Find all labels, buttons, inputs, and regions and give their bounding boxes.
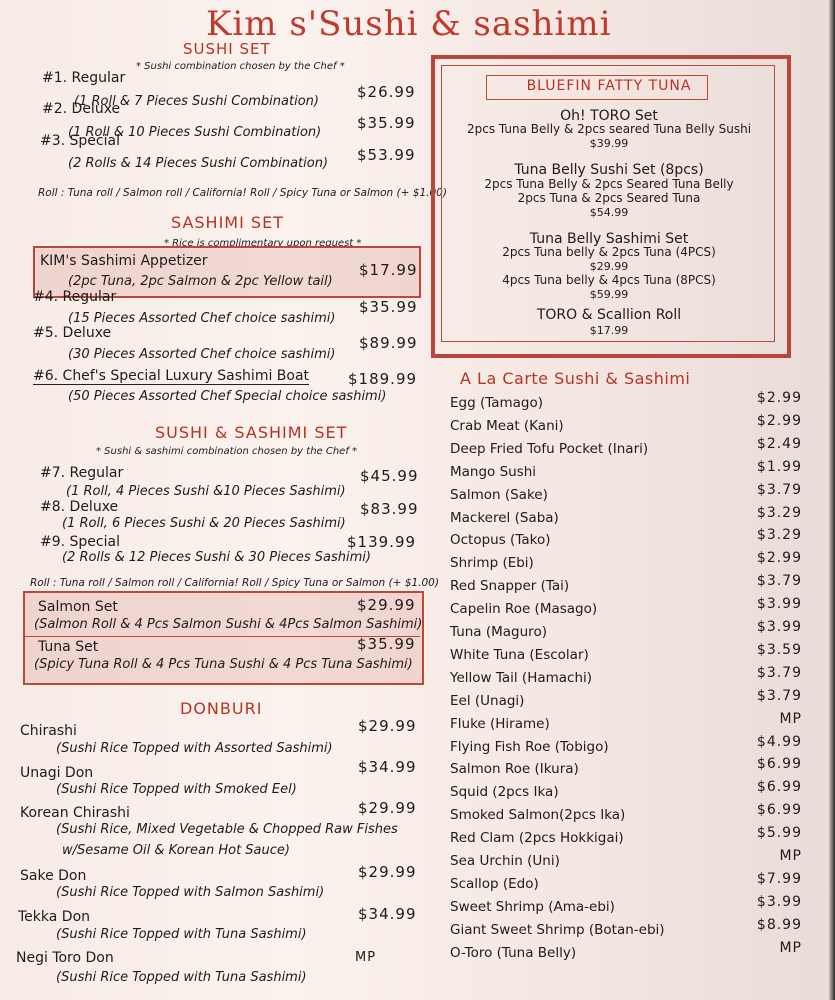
a-la-carte-item-price: $7.99 — [756, 871, 802, 887]
item-price: $29.99 — [358, 799, 417, 817]
item-name: #6. Chef's Special Luxury Sashimi Boat — [33, 368, 310, 384]
item-desc: (30 Pieces Assorted Chef choice sashimi) — [68, 347, 336, 362]
item-desc: (Sushi Rice Topped with Salmon Sashimi) — [56, 885, 325, 900]
a-la-carte-item-price: $4.99 — [756, 734, 802, 750]
item-price: $89.99 — [359, 334, 418, 352]
item-desc: (Sushi Rice Topped with Tuna Sashimi) — [56, 927, 307, 942]
scallion-roll-price: $17.99 — [589, 324, 629, 337]
item-price: $35.99 — [357, 114, 416, 132]
a-la-carte-item-name: Deep Fried Tofu Pocket (Inari) — [450, 441, 649, 457]
a-la-carte-item-name: Giant Sweet Shrimp (Botan-ebi) — [450, 922, 665, 938]
item-desc: (1 Roll & 10 Pieces Sushi Combination) — [68, 125, 322, 140]
a-la-carte-item-name: Eel (Unagi) — [450, 693, 525, 709]
item-price: $34.99 — [358, 758, 417, 776]
item-desc: (Sushi Rice, Mixed Vegetable & Chopped Raw Fishes — [56, 822, 398, 837]
a-la-carte-item-name: Crab Meat (Kani) — [450, 418, 564, 434]
item-desc-line2: w/Sesame Oil & Korean Hot Sauce) — [62, 843, 290, 858]
item-desc: (50 Pieces Assorted Chef Special choice sashimi) — [68, 389, 387, 404]
menu-title: Kim s'Sushi & sashimi — [206, 4, 612, 44]
sushi-set-roll-note: Roll : Tuna roll / Salmon roll / California! Roll / Spicy Tuna or Salmon (+ $1.00) — [38, 187, 447, 199]
a-la-carte-item-name: Salmon (Sake) — [450, 487, 548, 503]
a-la-carte-item-price: $2.49 — [756, 436, 802, 452]
a-la-carte-heading: A La Carte Sushi & Sashimi — [460, 369, 691, 388]
belly-sashimi-price1: $29.99 — [589, 260, 629, 273]
belly-sashimi-line2: 4pcs Tuna belly & 4pcs Tuna (8PCS) — [502, 273, 716, 287]
item-desc: (Sushi Rice Topped with Smoked Eel) — [56, 782, 297, 797]
a-la-carte-item-price: MP — [779, 711, 802, 727]
a-la-carte-item-name: Scallop (Edo) — [450, 876, 539, 892]
tuna-set-price: $35.99 — [357, 635, 416, 653]
sashimi-set-note: * Rice is complimentary upon request * — [164, 238, 362, 249]
a-la-carte-item-price: $3.99 — [756, 596, 802, 612]
a-la-carte-item-price: $3.79 — [756, 688, 802, 704]
item-name: #4. Regular — [33, 289, 117, 305]
item-name: #5. Deluxe — [33, 325, 112, 341]
a-la-carte-item-name: Smoked Salmon(2pcs Ika) — [450, 807, 626, 823]
item-price: $45.99 — [360, 467, 419, 485]
a-la-carte-item-name: Shrimp (Ebi) — [450, 555, 534, 571]
a-la-carte-item-price: $3.99 — [756, 619, 802, 635]
a-la-carte-item-name: Egg (Tamago) — [450, 395, 544, 411]
sashimi-set-heading: SASHIMI SET — [171, 213, 284, 232]
item-desc: (1 Roll & 7 Pieces Sushi Combination) — [74, 94, 319, 109]
a-la-carte-item-price: $3.29 — [756, 505, 802, 521]
oh-toro-name: Oh! TORO Set — [560, 108, 658, 124]
a-la-carte-item-price: $3.79 — [756, 665, 802, 681]
item-price: $83.99 — [360, 500, 419, 518]
item-name: Korean Chirashi — [20, 805, 130, 821]
a-la-carte-item-price: $2.99 — [756, 413, 802, 429]
item-desc: (2 Rolls & 12 Pieces Sushi & 30 Pieces Sashimi) — [62, 550, 371, 565]
oh-toro-desc: 2pcs Tuna Belly & 2pcs seared Tuna Belly Sushi — [466, 122, 752, 136]
item-price: $26.99 — [357, 83, 416, 101]
a-la-carte-item-name: Fluke (Hirame) — [450, 716, 550, 732]
item-name: #7. Regular — [40, 465, 124, 481]
belly-sashimi-line1: 2pcs Tuna belly & 2pcs Tuna (4PCS) — [502, 245, 716, 259]
a-la-carte-item-price: $3.79 — [756, 482, 802, 498]
a-la-carte-item-price: $3.79 — [756, 573, 802, 589]
item-price: $53.99 — [357, 146, 416, 164]
item-desc: (1 Roll, 6 Pieces Sushi & 20 Pieces Sashimi) — [62, 516, 346, 531]
appetizer-desc: (2pc Tuna, 2pc Salmon & 2pc Yellow tail) — [68, 274, 333, 289]
a-la-carte-item-price: MP — [779, 940, 802, 956]
bluefin-heading: BLUEFIN FATTY TUNA — [526, 78, 692, 94]
a-la-carte-item-name: Sweet Shrimp (Ama-ebi) — [450, 899, 615, 915]
scallion-roll-name: TORO & Scallion Roll — [536, 307, 682, 323]
belly-sushi-line1: 2pcs Tuna Belly & 2pcs Seared Tuna Belly — [484, 177, 734, 191]
a-la-carte-item-price: $6.99 — [756, 779, 802, 795]
tuna-set-name: Tuna Set — [38, 639, 99, 655]
combo-set-roll-note: Roll : Tuna roll / Salmon roll / California! Roll / Spicy Tuna or Salmon (+ $1.00) — [30, 577, 439, 589]
tuna-set-desc: (Spicy Tuna Roll & 4 Pcs Tuna Sushi & 4 Pcs Tuna Sashimi) — [34, 657, 413, 672]
appetizer-name: KIM's Sashimi Appetizer — [40, 253, 208, 269]
item-price: $139.99 — [347, 533, 417, 551]
a-la-carte-item-price: $6.99 — [756, 756, 802, 772]
combo-set-note: * Sushi & sashimi combination chosen by the Chef * — [96, 446, 358, 457]
item-name: #2. Deluxe — [42, 101, 121, 117]
belly-sushi-name: Tuna Belly Sushi Set (8pcs) — [514, 162, 704, 178]
item-name: Negi Toro Don — [16, 950, 114, 966]
a-la-carte-item-price: $1.99 — [756, 459, 802, 475]
item-name: Unagi Don — [20, 765, 94, 781]
item-name: Chirashi — [20, 723, 77, 739]
a-la-carte-item-price: $2.99 — [756, 390, 802, 406]
item-price: $34.99 — [358, 905, 417, 923]
item-desc: (2 Rolls & 14 Pieces Sushi Combination) — [68, 156, 329, 171]
a-la-carte-item-price: MP — [779, 848, 802, 864]
belly-sushi-price: $54.99 — [589, 206, 629, 219]
sushi-set-heading: SUSHI SET — [183, 40, 271, 58]
item-name: Sake Don — [20, 868, 87, 884]
combo-set-heading: SUSHI & SASHIMI SET — [155, 423, 348, 442]
a-la-carte-item-name: Yellow Tail (Hamachi) — [450, 670, 593, 686]
a-la-carte-item-name: Capelin Roe (Masago) — [450, 601, 598, 617]
salmon-set-price: $29.99 — [357, 596, 416, 614]
appetizer-price: $17.99 — [359, 261, 418, 279]
a-la-carte-item-name: Squid (2pcs Ika) — [450, 784, 559, 800]
item-name: #9. Special — [40, 534, 120, 550]
a-la-carte-item-price: $6.99 — [756, 802, 802, 818]
item-name: #8. Deluxe — [40, 499, 119, 515]
item-price: $35.99 — [359, 298, 418, 316]
a-la-carte-item-name: Flying Fish Roe (Tobigo) — [450, 739, 609, 755]
a-la-carte-item-name: Octopus (Tako) — [450, 532, 551, 548]
oh-toro-price: $39.99 — [589, 137, 629, 150]
item-price: MP — [355, 950, 377, 965]
salmon-set-name: Salmon Set — [38, 599, 118, 615]
item-desc: (1 Roll, 4 Pieces Sushi &10 Pieces Sashimi) — [66, 484, 346, 499]
a-la-carte-item-price: $3.29 — [756, 527, 802, 543]
a-la-carte-item-price: $3.99 — [756, 894, 802, 910]
a-la-carte-item-name: Tuna (Maguro) — [450, 624, 547, 640]
item-price: $29.99 — [358, 717, 417, 735]
a-la-carte-item-name: Mackerel (Saba) — [450, 510, 559, 526]
sushi-set-note: * Sushi combination chosen by the Chef * — [136, 61, 345, 72]
belly-sashimi-name: Tuna Belly Sashimi Set — [529, 231, 689, 247]
belly-sashimi-price2: $59.99 — [589, 288, 629, 301]
a-la-carte-item-price: $2.99 — [756, 550, 802, 566]
donburi-heading: DONBURI — [180, 699, 263, 718]
item-desc: (15 Pieces Assorted Chef choice sashimi) — [68, 311, 336, 326]
a-la-carte-item-name: Red Clam (2pcs Hokkigai) — [450, 830, 624, 846]
item-desc: (Sushi Rice Topped with Assorted Sashimi) — [56, 741, 333, 756]
item-name: #3. Special — [40, 133, 120, 149]
item-price: $189.99 — [348, 370, 418, 388]
a-la-carte-item-price: $8.99 — [756, 917, 802, 933]
a-la-carte-item-name: O-Toro (Tuna Belly) — [450, 945, 577, 961]
a-la-carte-item-price: $3.59 — [756, 642, 802, 658]
menu-holder-edge — [829, 0, 835, 1000]
a-la-carte-item-name: Red Snapper (Tai) — [450, 578, 570, 594]
belly-sushi-line2: 2pcs Tuna & 2pcs Seared Tuna — [517, 191, 701, 205]
a-la-carte-item-name: Sea Urchin (Uni) — [450, 853, 560, 869]
a-la-carte-item-name: White Tuna (Escolar) — [450, 647, 589, 663]
item-name: Tekka Don — [18, 909, 91, 925]
item-price: $29.99 — [358, 863, 417, 881]
a-la-carte-item-name: Mango Sushi — [450, 464, 537, 480]
item-desc: (Sushi Rice Topped with Tuna Sashimi) — [56, 970, 307, 985]
item-name: #1. Regular — [42, 70, 126, 86]
salmon-set-desc: (Salmon Roll & 4 Pcs Salmon Sushi & 4Pcs Salmon Sashimi) — [34, 617, 423, 632]
a-la-carte-item-name: Salmon Roe (Ikura) — [450, 761, 579, 777]
a-la-carte-item-price: $5.99 — [756, 825, 802, 841]
